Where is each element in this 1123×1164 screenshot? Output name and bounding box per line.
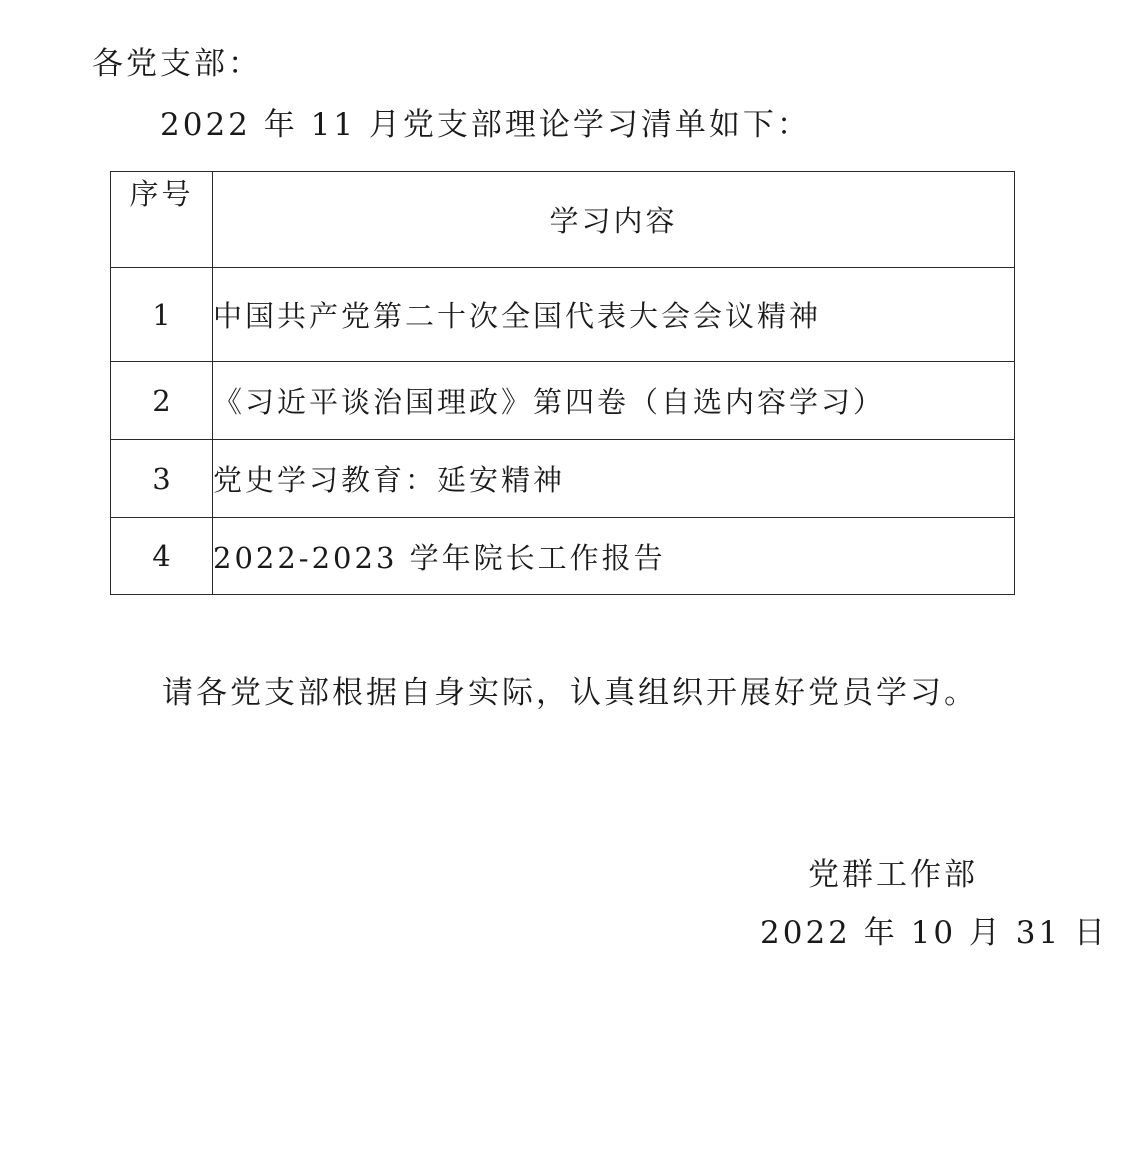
row-index: 4 <box>111 518 213 595</box>
intro-paragraph: 2022 年 11 月党支部理论学习清单如下： <box>160 107 811 143</box>
row-index: 2 <box>111 362 213 440</box>
header-content: 学习内容 <box>213 172 1015 268</box>
study-list-table <box>110 171 1015 595</box>
salutation: 各党支部： <box>92 46 262 82</box>
table-row <box>111 518 1015 595</box>
table-row <box>111 268 1015 362</box>
signature-date: 2022 年 10 月 31 日 <box>760 915 1109 951</box>
row-content: 中国共产党第二十次全国代表大会会议精神 <box>213 268 1015 362</box>
closing-paragraph: 请各党支部根据自身实际，认真组织开展好党员学习。 <box>162 675 978 711</box>
row-index: 3 <box>111 440 213 518</box>
header-index: 序号 <box>111 172 213 268</box>
row-content: 党史学习教育：延安精神 <box>213 440 1015 518</box>
table-row <box>111 440 1015 518</box>
row-index: 1 <box>111 268 213 362</box>
row-content: 2022-2023 学年院长工作报告 <box>213 518 1015 595</box>
table-header-row <box>111 172 1015 268</box>
signature-department: 党群工作部 <box>808 857 978 893</box>
row-content: 《习近平谈治国理政》第四卷（自选内容学习） <box>213 362 1015 440</box>
table-row <box>111 362 1015 440</box>
